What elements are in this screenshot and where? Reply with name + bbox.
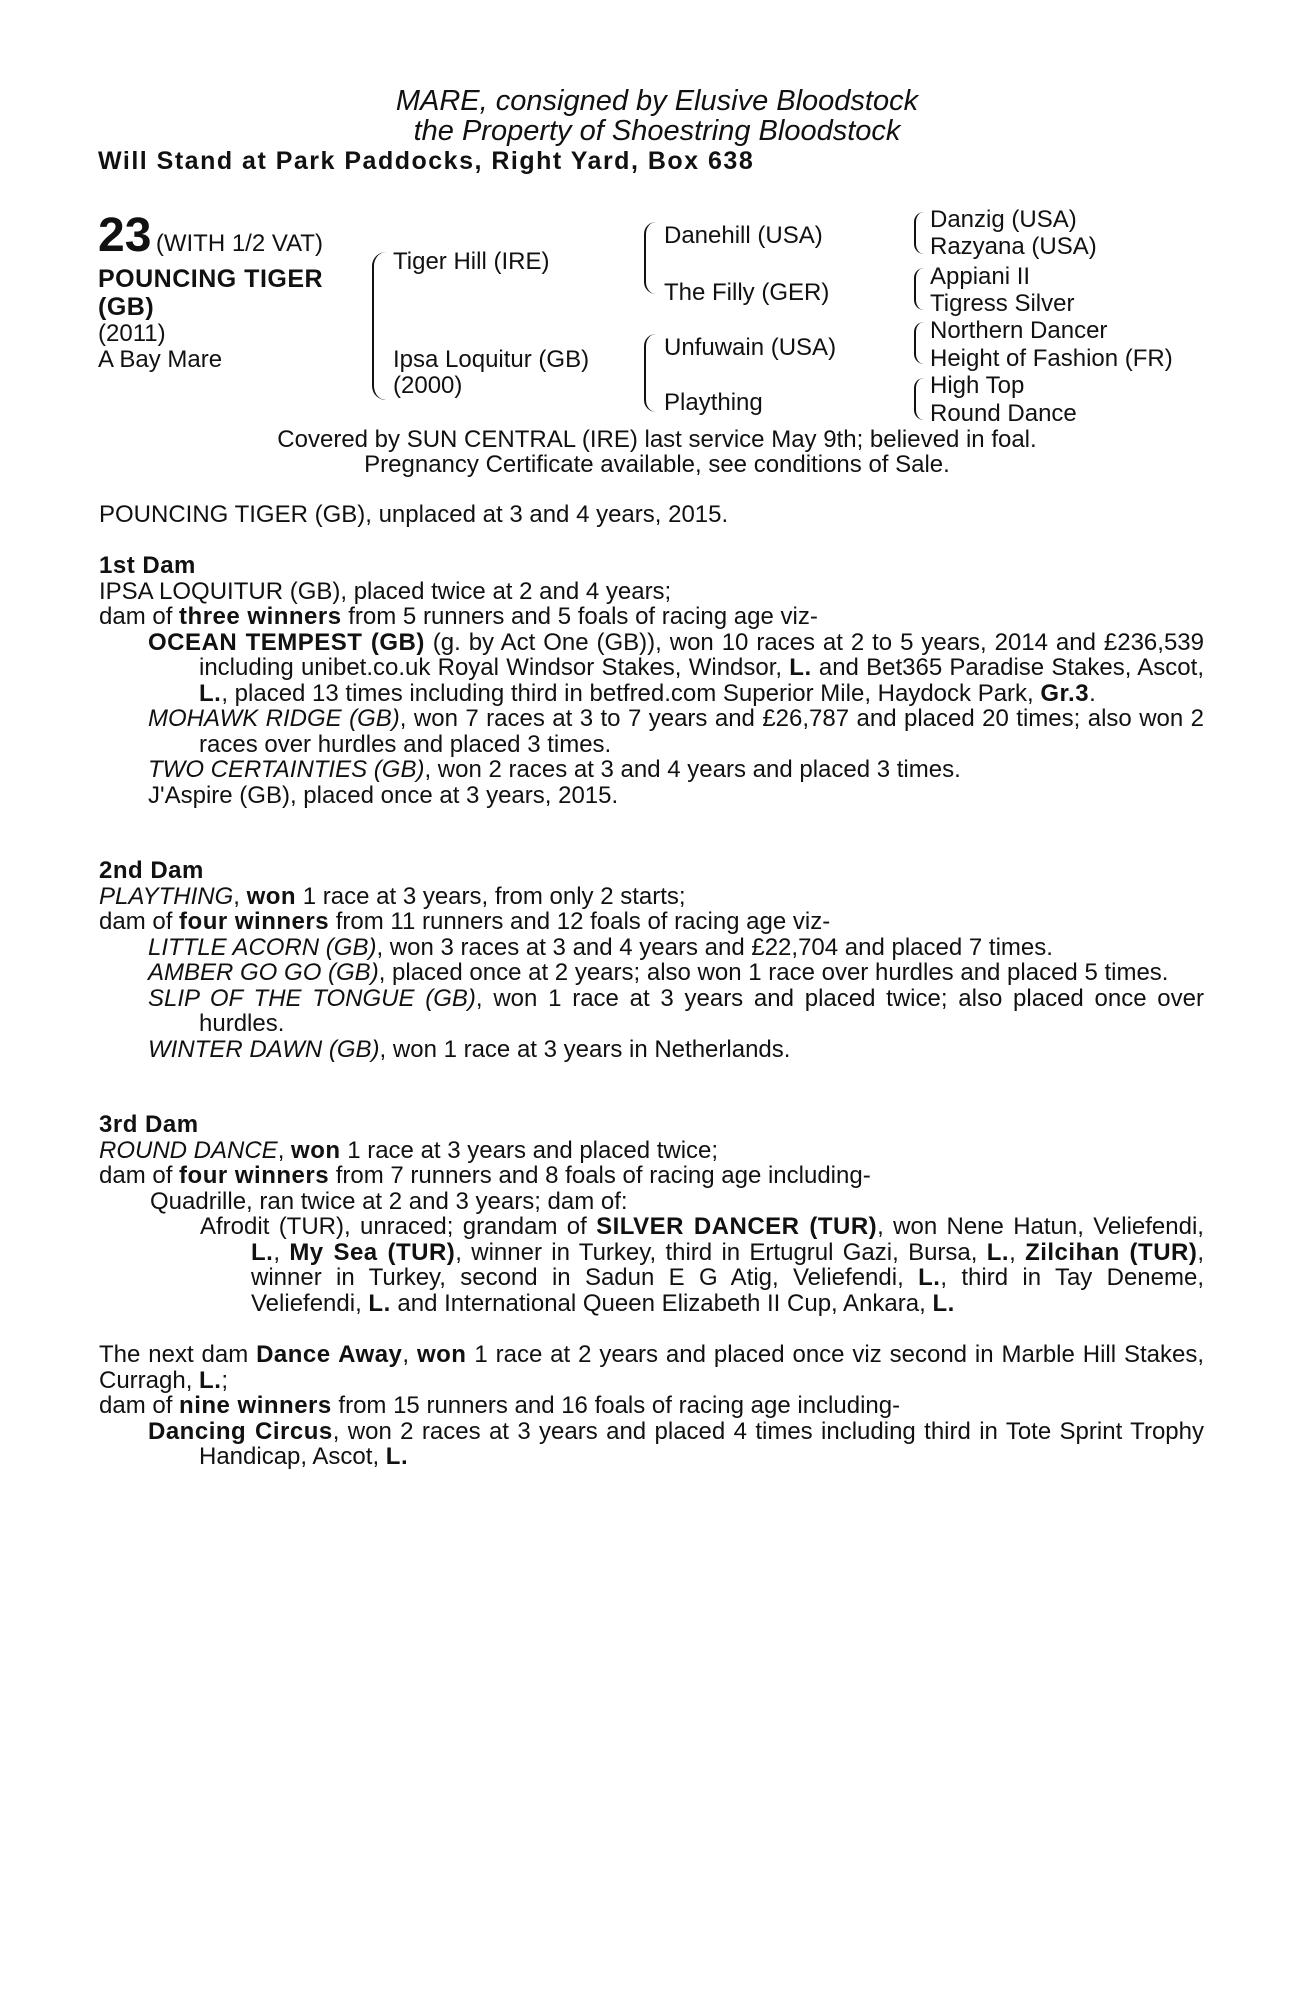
produce-winter-dawn: WINTER DAWN (GB), won 1 race at 3 years in Netherlands. — [148, 1035, 791, 1063]
third-dam-name: ROUND DANCE, won 1 race at 3 years and placed twice; — [99, 1136, 719, 1164]
header-line-consignor: MARE, consigned by Elusive Bloodstock — [395, 85, 919, 117]
produce-two-certainties: TWO CERTAINTIES (GB), won 2 races at 3 and 4 years and placed 3 times. — [148, 756, 961, 783]
third-dam-section — [99, 1112, 1204, 1316]
produce-ocean-tempest: OCEAN TEMPEST (GB) (g. by Act One (GB)), won 10 races at 2 to 5 years, 2014 and £236,539 including unibet.co.uk Royal Windsor Stakes, Windsor, L. and Bet365 Paradise Stakes, Ascot, L., placed 13 times including third in betfred.com Superior Mile, Haydock Park, Gr.3. — [148, 628, 1204, 707]
pedigree-bracket-gen2-top — [644, 222, 658, 294]
produce-dancing-circus: Dancing Circus, won 2 races at 3 years and placed 4 times including third in Tote Sprint Trophy Handicap, Ascot, L. — [148, 1417, 1204, 1470]
first-dam-produce-summary: dam of three winners from 5 runners and 5 foals of racing age viz- — [99, 603, 818, 630]
first-dam-section — [99, 553, 1204, 808]
lot-heading — [98, 208, 323, 263]
next-dam-name: The next dam Dance Away, won 1 race at 2 years and placed once viz second in Marble Hill Stakes, Curragh, L.; — [99, 1341, 1204, 1394]
pedigree-sire-sire: Danehill (USA) — [664, 222, 823, 249]
second-dam-name: PLAYTHING, won 1 race at 3 years, from only 2 starts; — [99, 882, 686, 910]
pedigree-gen3-1: Danzig (USA) — [930, 206, 1077, 233]
header-line-location: Will Stand at Park Paddocks, Right Yard, Box 638 — [98, 147, 755, 175]
first-dam-heading: 1st Dam — [99, 552, 196, 579]
second-dam-produce-summary: dam of four winners from 11 runners and 12 foals of racing age viz- — [99, 908, 831, 935]
header-line-property: the Property of Shoestring Bloodstock — [413, 115, 901, 147]
pedigree-bracket-gen3-1 — [914, 212, 926, 254]
pedigree-bracket-gen2-bottom — [644, 334, 658, 412]
third-dam-heading: 3rd Dam — [99, 1111, 199, 1138]
pregnancy-line: Pregnancy Certificate available, see conditions of Sale. — [364, 451, 950, 478]
produce-quadrille: Quadrille, ran twice at 2 and 3 years; dam of: — [150, 1187, 628, 1215]
second-dam-section — [99, 858, 1204, 1062]
pedigree-gen3-6: Height of Fashion (FR) — [930, 345, 1173, 372]
pedigree-gen3-8: Round Dance — [930, 400, 1077, 427]
pedigree-bracket-gen1 — [372, 252, 388, 400]
pedigree-dam-year: (2000) — [393, 372, 463, 399]
pedigree-gen3-3: Appiani II — [930, 263, 1031, 290]
first-dam-name: IPSA LOQUITUR (GB), placed twice at 2 and 4 years; — [99, 577, 672, 605]
pedigree-bracket-gen3-3 — [914, 322, 926, 364]
lot-number: 23 — [98, 209, 152, 262]
next-dam-produce-summary: dam of nine winners from 15 runners and 16 foals of racing age including- — [99, 1392, 901, 1419]
pedigree-bracket-gen3-4 — [914, 378, 926, 420]
pedigree-sire: Tiger Hill (IRE) — [393, 248, 550, 275]
summary: POUNCING TIGER (GB), unplaced at 3 and 4 years, 2015. — [99, 501, 729, 528]
second-dam-heading: 2nd Dam — [99, 857, 204, 884]
next-dam-section — [99, 1342, 1204, 1470]
produce-amber-go-go: AMBER GO GO (GB), placed once at 2 years; also won 1 race over hurdles and placed 5 times. — [148, 959, 1169, 986]
lot-vat: (WITH 1/2 VAT) — [155, 230, 323, 257]
covered-line: Covered by SUN CENTRAL (IRE) last service May 9th; believed in foal. — [277, 426, 1037, 453]
produce-mohawk-ridge: MOHAWK RIDGE (GB), won 7 races at 3 to 7 years and £26,787 and placed 20 times; also won 2 races over hurdles and placed 3 times. — [148, 705, 1205, 758]
produce-afrodit: Afrodit (TUR), unraced; grandam of SILVER DANCER (TUR), won Nene Hatun, Veliefendi, L., My Sea (TUR), winner in Turkey, third in Ertugrul Gazi, Bursa, L., Zilcihan (TUR), winner in Turkey, second in Sadun E G Atig, Veliefendi, L., third in Tay Deneme, Veliefendi, L. and International Queen Elizabeth II Cup, Ankara, L. — [200, 1213, 1205, 1317]
pedigree-gen3-2: Razyana (USA) — [930, 233, 1097, 260]
pedigree-dam-sire: Unfuwain (USA) — [664, 334, 837, 361]
produce-jaspire: J'Aspire (GB), placed once at 3 years, 2015. — [148, 781, 619, 809]
horse-description: A Bay Mare — [98, 346, 223, 373]
pedigree-bracket-gen3-2 — [914, 268, 926, 310]
third-dam-produce-summary: dam of four winners from 7 runners and 8 foals of racing age including- — [99, 1162, 871, 1189]
pedigree-gen3-5: Northern Dancer — [930, 317, 1108, 344]
horse-name-country: (GB) — [98, 293, 155, 321]
pedigree-sire-dam: The Filly (GER) — [664, 279, 830, 306]
pedigree-gen3-7: High Top — [930, 372, 1025, 399]
horse-name: POUNCING TIGER — [98, 265, 324, 293]
pedigree-dam: Ipsa Loquitur (GB) — [393, 346, 590, 373]
produce-slip-of-the-tongue: SLIP OF THE TONGUE (GB), won 1 race at 3 years and placed twice; also placed once over hurdles. — [148, 984, 1204, 1037]
produce-little-acorn: LITTLE ACORN (GB), won 3 races at 3 and 4 years and £22,704 and placed 7 times. — [148, 933, 1053, 961]
pedigree-gen3-4: Tigress Silver — [930, 290, 1075, 317]
horse-year: (2011) — [98, 320, 166, 347]
pedigree-dam-dam: Plaything — [664, 389, 763, 416]
